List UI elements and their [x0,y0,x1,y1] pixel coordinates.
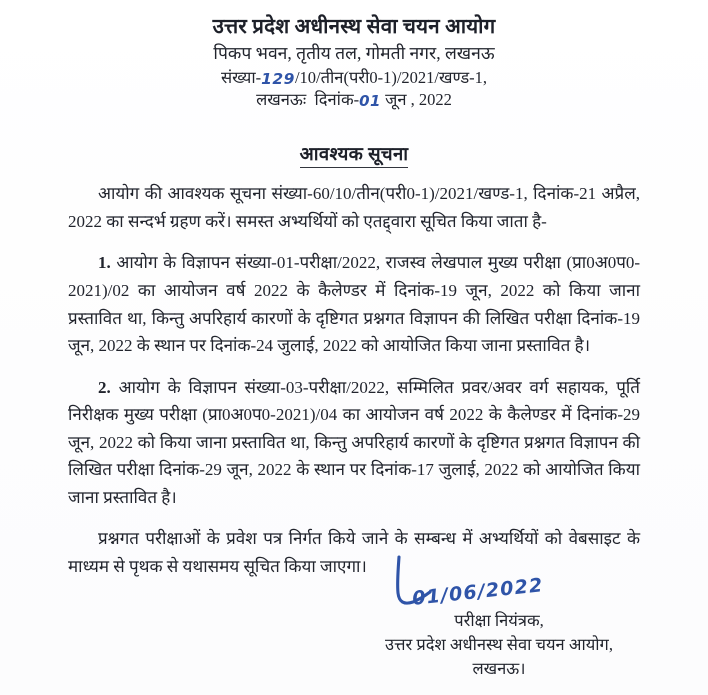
signatory-organization: उत्तर प्रदेश अधीनस्थ सेवा चयन आयोग, [385,634,613,654]
signature-block [334,555,664,681]
item-2-number: 2. [98,377,111,397]
intro-paragraph [68,180,640,235]
item-1-number: 1. [98,253,111,273]
handwritten-reference-number: 129 [261,69,295,88]
notice-item-1 [68,249,640,359]
signatory-designation: परीक्षा नियंत्रक, [454,610,544,630]
page-title: आवश्यक सूचना [300,141,409,168]
notice-title-container [44,141,664,168]
signatory-city: लखनऊ। [472,658,526,678]
place-and-date-line [44,89,664,111]
date-prefix: दिनांक- [314,90,360,110]
reference-prefix: संख्या- [220,67,262,87]
notice-item-2 [68,374,640,512]
letterhead [44,14,664,111]
organization-address: पिकप भवन, तृतीय तल, गोमती नगर, लखनऊ [213,43,495,64]
signature-mark [334,555,664,613]
reference-suffix: /10/तीन(परी0-1)/2021/खण्ड-1, [294,67,488,87]
intro-text: आयोग की आवश्यक सूचना संख्या-60/10/तीन(परी0-1)/2021/खण्ड-1, दिनांक-21 अप्रैल, 2022 का सन्दर्भ ग्रहण करें। समस्त अभ्यर्थियों को एतद्द्वारा सूचित किया जाता है- [68,184,640,231]
item-1-text: आयोग के विज्ञापन संख्या-01-परीक्षा/2022, राजस्व लेखपाल मुख्य परीक्षा (प्रा0अ0प0-2021)/02 का आयोजन वर्ष 2022 के कैलेण्डर में दिनांक-19 जून, 2022 को किया जाना प्रस्तावित था, किन्तु अपरिहार्य कारणों के दृष्टिगत प्रश्नगत विज्ञापन की लिखित परीक्षा दिनांक-19 जून, 2022 के स्थान पर दिनांक-24 जुलाई, 2022 को आयोजित किया जाना प्रस्तावित है। [68,253,641,356]
handwritten-signature-date: 01/06/2022 [411,573,545,610]
item-2-text: आयोग के विज्ञापन संख्या-03-परीक्षा/2022, सम्मिलित प्रवर/अवर वर्ग सहायक, पूर्ति निरीक्षक मुख्य परीक्षा (प्रा0अ0प0-2021)/04 का आयोजन वर्ष 2022 के कैलेण्डर में दिनांक-29 जून, 2022 को किया जाना प्रस्तावित था, किन्तु अपरिहार्य कारणों के दृष्टिगत प्रश्नगत विज्ञापन की लिखित परीक्षा दिनांक-29 जून, 2022 के स्थान पर दिनांक-17 जुलाई, 2022 को आयोजित किया जाना प्रस्तावित है। [68,377,640,507]
date-suffix: जून , 2022 [385,90,452,110]
closing-text: प्रश्नगत परीक्षाओं के प्रवेश पत्र निर्गत किये जाने के सम्बन्ध में अभ्यर्थियों को वेबसाइट के माध्यम से पृथक से यथासमय सूचित किया जाएगा। [68,529,640,576]
reference-number-line [44,67,664,89]
handwritten-date-day: 01 [359,92,381,111]
notice-body [44,180,664,580]
place-label: लखनऊः [256,90,307,110]
organization-name: उत्तर प्रदेश अधीनस्थ सेवा चयन आयोग [212,16,496,38]
